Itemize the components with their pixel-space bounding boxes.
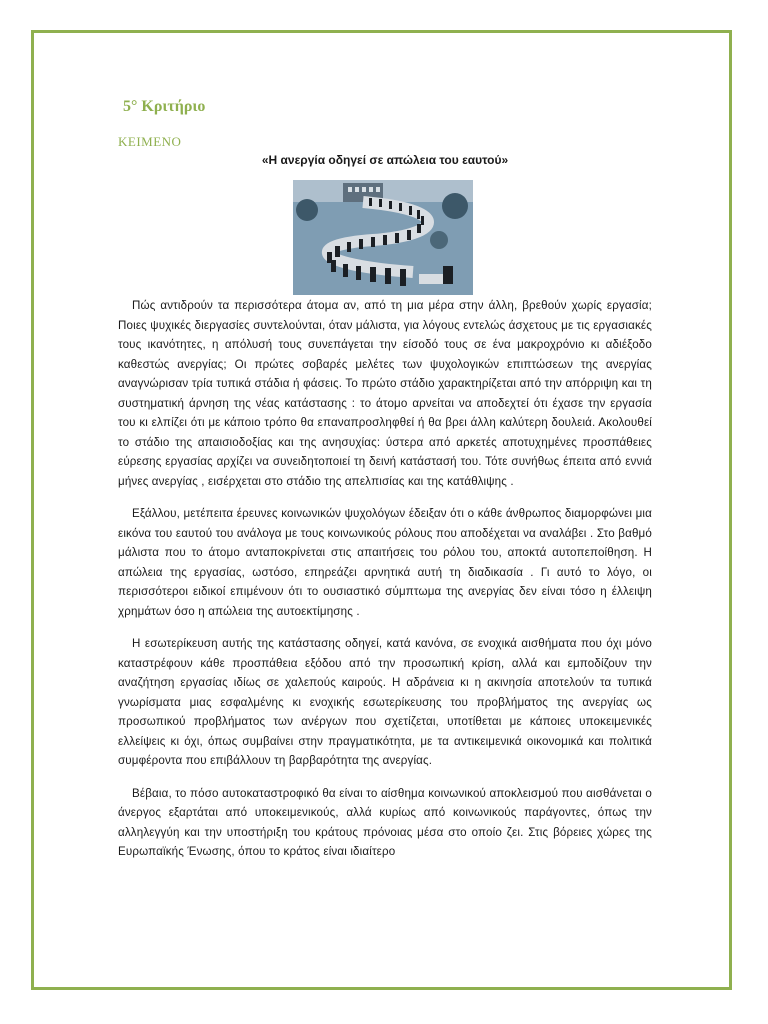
section-label: ΚΕΙΜΕΝΟ bbox=[118, 134, 182, 149]
article-body bbox=[118, 296, 652, 875]
paragraph-3: Η εσωτερίκευση αυτής της κατάστασης οδηγεί, κατά κανόνα, σε ενοχικά αισθήματα που όχι μόνο καταστρέφουν κάθε προσπάθεια εξόδου από την προσωπική κρίση, αλλά και εμποδίζουν την αναζήτηση εργασίας ιδίως σε χαλεπούς καιρούς. Η αδράνεια κι η ακινησία αποτελούν τα τυπικά γνωρίσματα μιας εσφαλμένης κι ενοχικής εσωτερίκευσης του προβλήματος της ανεργίας ως προσωπικού προβλήματος των ανέργων που σχετίζεται, υποτίθεται με κάποιες υποκειμενικές ελλείψεις κι όχι, όπως συμβαίνει στην πραγματικότητα, με τα αντικειμενικά οικονομικά και πολιτικά συμφέροντα που επιβάλλουν τη βαρβαρότητα της ανεργίας. bbox=[118, 637, 652, 767]
paragraph-4: Βέβαια, το πόσο αυτοκαταστροφικό θα είναι το αίσθημα κοινωνικού αποκλεισμού που αισθάνεται ο άνεργος εξαρτάται από υποκειμενικούς, αλλά κυρίως από κοινωνικούς παράγοντες, όπως την αλληλεγγύη και την υποστήριξη του κράτους πρόνοιας μέσα στο οποίο ζει. Στις βόρειες χώρες της Ευρωπαϊκής Ένωσης, όπου το κράτος είναι ιδιαίτερο bbox=[118, 786, 652, 858]
queue-of-unemployed-people-illustration bbox=[293, 180, 473, 295]
criterion-heading: 5° Κριτήριο bbox=[123, 98, 206, 115]
paragraph-2: Εξάλλου, μετέπειτα έρευνες κοινωνικών ψυχολόγων έδειξαν ότι ο κάθε άνθρωπος διαμορφώνει μια εικόνα του εαυτού του ανάλογα με τους κοινωνικούς ρόλους που αποδέχεται να αναλάβει . Στο βαθμό μάλιστα που το άτομο ανταποκρίνεται στις απαιτήσεις του ρόλου του, αποκτά αυτοπεποίθηση. Η απώλεια της εργασίας, ωστόσο, επηρεάζει αρνητικά αυτή τη διαδικασία . Γι αυτό το λόγο, οι περισσότεροι ειδικοί επιμένουν ότι το ουσιαστικό σύμπτωμα της ανεργίας δεν είναι τόσο η έλλειψη χρημάτων όσο η απώλεια της αυτοεκτίμησης . bbox=[118, 507, 652, 618]
paragraph-1: Πώς αντιδρούν τα περισσότερα άτομα αν, από τη μια μέρα στην άλλη, βρεθούν χωρίς εργασία; Ποιες ψυχικές διεργασίες συντελούνται, όταν μάλιστα, για λόγους εντελώς άσχετους με τις εργασιακές τους ικανότητες, η απόλυσή τους συνεπάγεται την είσοδό τους σε ένα μακροχρόνιο κι αδιέξοδο καθεστώς ανεργίας; Οι πρώτες σοβαρές μελέτες των ψυχολογικών επιπτώσεων της ανεργίας αναγνώρισαν τρία τυπικά στάδια ή φάσεις. Το πρώτο στάδιο χαρακτηρίζεται από την απόρριψη και τη συστηματική άρνηση της νέας κατάστασης : το άτομο αρνείται να αποδεχτεί ότι έχασε την εργασία του κι ελπίζει ότι με κάποιο τρόπο θα επαναπροσληφθεί ή θα βρει άλλη καλύτερη δουλειά. Ακολουθεί το στάδιο της απαισιοδοξίας και της ανησυχίας: ύστερα από αρκετές αποτυχημένες προσπάθειες εύρεσης εργασίας αρχίζει να συνειδητοποιεί τη δεινή κατάστασή του. Τότε συνήθως έπειτα από εννιά μήνες ανεργίας , εισέρχεται στο στάδιο της απελπισίας και της κατάθλιψης . bbox=[118, 299, 652, 488]
article-title: «Η ανεργία οδηγεί σε απώλεια του εαυτού» bbox=[261, 153, 509, 167]
